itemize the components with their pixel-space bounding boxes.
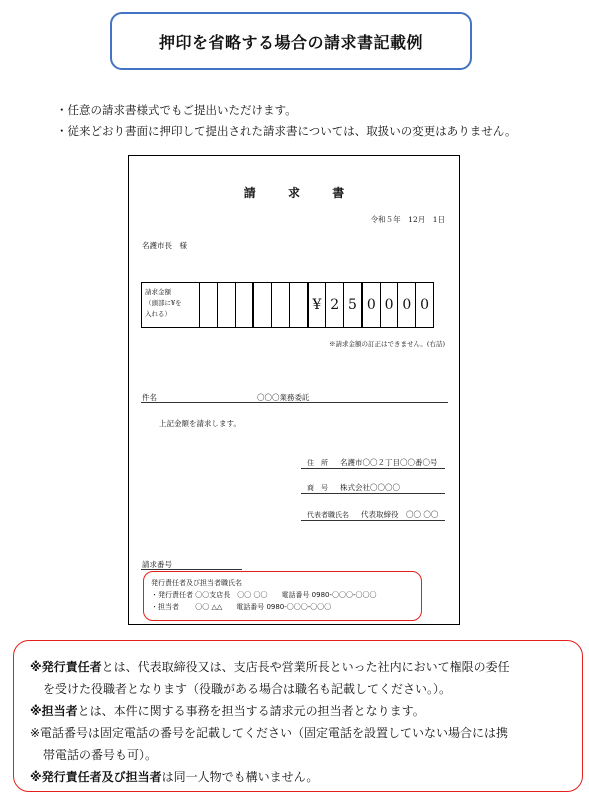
note-item: ・従来どおり書面に押印して提出された請求書については、取扱いの変更はありません。 bbox=[56, 124, 517, 138]
amount-digit bbox=[200, 283, 218, 327]
explanation-line bbox=[30, 700, 568, 722]
amount-digit bbox=[218, 283, 236, 327]
amount-digit: 0 bbox=[420, 297, 430, 313]
invoice-title-char: 書 bbox=[332, 186, 345, 200]
invoice-title-char: 求 bbox=[287, 186, 300, 200]
amount-label-line: （頭部に¥を bbox=[145, 299, 182, 307]
staff-line: ・担当者 〇〇 △△ 電話番号 0980-〇〇〇-〇〇〇 bbox=[151, 603, 332, 611]
explanation-line: ※電話番号は固定電話の番号を記載してください（固定電話を設置していない場合には携 bbox=[30, 726, 509, 740]
rep-label: 代表者職氏名 bbox=[307, 511, 349, 519]
subject-label: 件名 bbox=[142, 393, 157, 402]
term-staff: ※担当者 bbox=[30, 704, 78, 718]
amount-label-line: 入れる） bbox=[145, 310, 171, 318]
request-text: 上記金額を請求します。 bbox=[159, 419, 241, 428]
responsible-persons-box bbox=[143, 571, 422, 621]
subject-value: 〇〇〇業務委託 bbox=[257, 393, 310, 402]
company-underline bbox=[301, 493, 445, 494]
amount-digit bbox=[290, 283, 309, 327]
notes-list bbox=[56, 100, 516, 142]
invoice-addressee: 名護市長 様 bbox=[142, 241, 187, 250]
amount-digit: ¥ bbox=[309, 283, 327, 327]
amount-digit: 0 bbox=[363, 283, 381, 327]
persons-title: 発行責任者及び担当者職氏名 bbox=[151, 579, 242, 587]
issuer-line: ・発行責任者 〇〇支店長 〇〇 〇〇 電話番号 0980-〇〇〇-〇〇〇 bbox=[151, 591, 377, 599]
invoice-sample bbox=[128, 155, 460, 625]
term-issuer: ※発行責任者 bbox=[30, 660, 102, 674]
note-item: ・任意の請求書様式でもご提出いただけます。 bbox=[56, 103, 297, 117]
amount-digit bbox=[254, 283, 272, 327]
explanation-line: 帯電話の番号も可）。 bbox=[43, 748, 158, 762]
explanation-line: を受けた役職者となります（役職がある場合は職名も記載してください。）。 bbox=[43, 682, 452, 696]
term-both: ※発行責任者及び担当者 bbox=[30, 770, 162, 784]
amount-digit: 2 bbox=[326, 283, 344, 327]
address-label: 住 所 bbox=[307, 459, 328, 467]
amount-digit: 0 bbox=[381, 283, 399, 327]
explanation-text: とは、本件に関する事務を担当する請求元の担当者となります。 bbox=[77, 704, 425, 718]
invoice-title-char: 請 bbox=[243, 186, 256, 200]
invoice-title bbox=[129, 184, 459, 201]
invoice-date: 令和５年 12月 1日 bbox=[370, 215, 445, 224]
amount-digit: 5 bbox=[344, 283, 363, 327]
address-underline bbox=[301, 468, 445, 469]
amount-digit bbox=[272, 283, 290, 327]
amount-digit: 0 bbox=[398, 283, 416, 327]
page-title: 押印を省略する場合の請求書記載例 bbox=[110, 12, 472, 70]
amount-label bbox=[142, 283, 200, 327]
explanation-box bbox=[13, 640, 583, 792]
explanation-line bbox=[30, 766, 568, 788]
rep-value: 代表取締役 〇〇 〇〇 bbox=[361, 510, 439, 519]
explanation-line bbox=[30, 656, 568, 678]
rep-underline bbox=[301, 520, 445, 521]
company-label: 商 号 bbox=[307, 484, 328, 492]
explanation-text: は同一人物でも構いません。 bbox=[161, 770, 319, 784]
invoice-number-label: 請求番号 bbox=[142, 560, 172, 569]
amount-label-line: 請求金額 bbox=[145, 288, 171, 296]
amount-note: ※請求金額の訂正はできません。(右詰) bbox=[329, 340, 445, 348]
amount-table bbox=[141, 282, 434, 328]
explanation-text: とは、代表取締役又は、支店長や営業所長といった社内において権限の委任 bbox=[101, 660, 510, 674]
amount-digit bbox=[236, 283, 255, 327]
company-value: 株式会社〇〇〇〇 bbox=[340, 483, 400, 492]
address-value: 名護市〇〇２丁目〇〇番〇号 bbox=[340, 458, 438, 467]
